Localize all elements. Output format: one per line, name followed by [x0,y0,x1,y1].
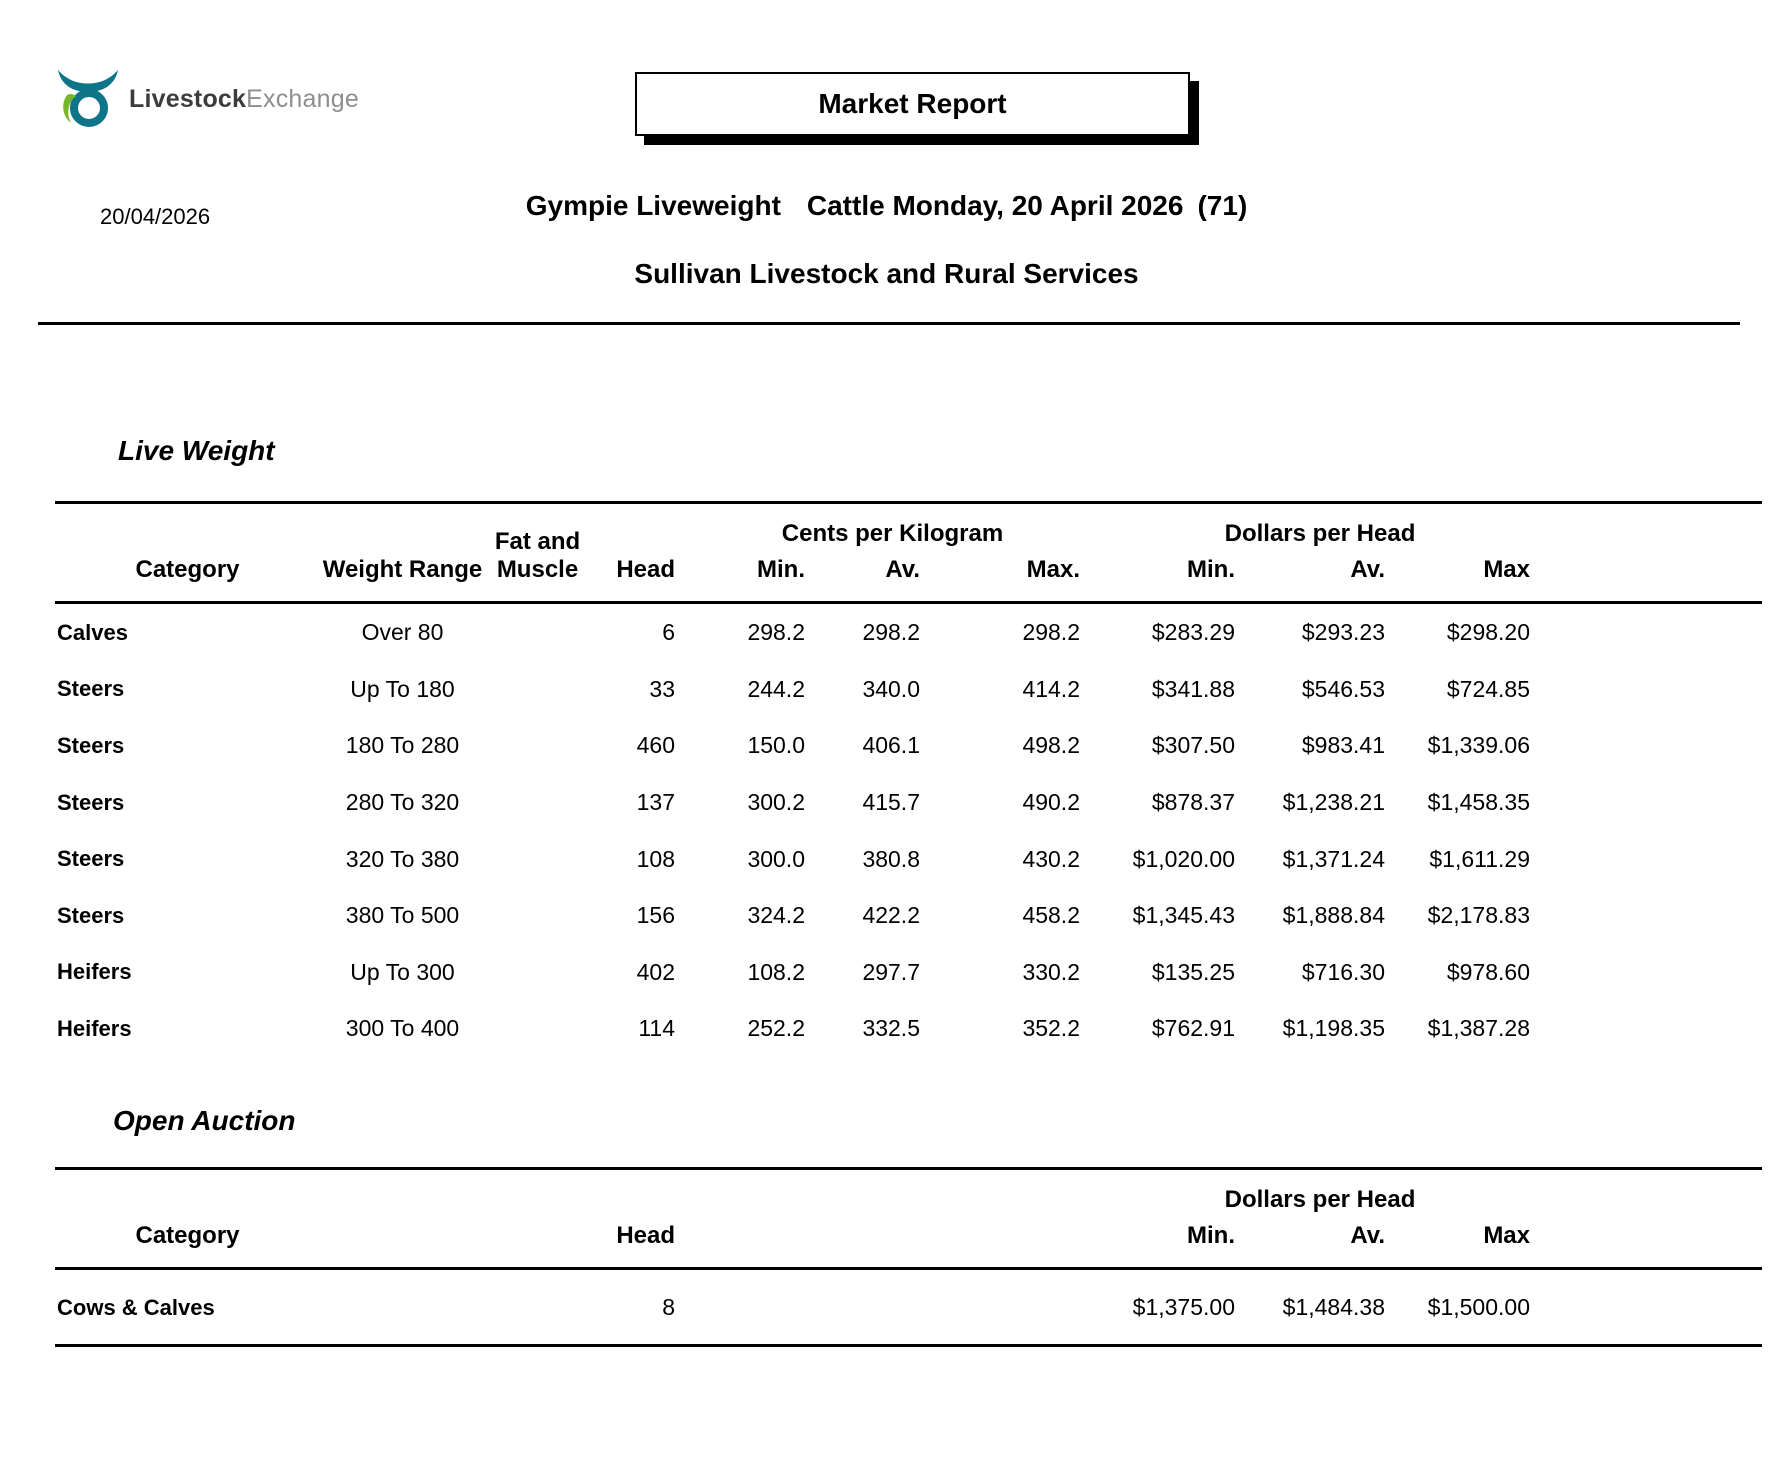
livestock-exchange-logo [55,68,359,130]
header-spacer [1545,1218,1762,1269]
open-auction-table-header [55,1168,1762,1268]
page-header [0,0,1773,150]
logo-text-exchange: Exchange [246,84,359,113]
col-header-fat-and-muscle: Fat and Muscle [494,528,581,583]
cell-dollars-max: $2,178.83 [1427,902,1530,929]
cell-fat-and-muscle [485,887,590,944]
header-spacer [320,1218,590,1269]
table-header-group-row [55,1168,1762,1217]
cell-head-count: 137 [636,788,675,815]
cell-weight-range: 380 To 500 [345,902,460,929]
bull-horns-shape [58,70,118,92]
cell-dollars-av: $983.41 [1301,732,1385,759]
cell-cents-av: 332.5 [862,1015,920,1042]
cell-dollars-max: $1,611.29 [1429,845,1530,872]
cell-cents-min: 324.2 [747,902,805,929]
cell-head-count: 6 [662,619,675,646]
cell-category: Steers [57,902,125,928]
cell-category: Steers [57,846,125,872]
cell-spacer [1545,661,1762,718]
open-auction-section-heading: Open Auction [113,1104,296,1136]
col-header-dph-av: Av. [1350,555,1385,583]
cell-cents-max: 352.2 [1022,1015,1080,1042]
cell-cents-min: 244.2 [747,675,805,702]
cell-cents-av: 422.2 [862,902,920,929]
cell-dollars-min: $1,375.00 [1132,1294,1235,1321]
cell-dollars-max: $298.20 [1446,619,1530,646]
col-header-weight-range: Weight Range [322,555,483,583]
table-row [55,1269,1762,1346]
cell-cents-min: 108.2 [747,958,805,985]
cell-dollars-max: $724.85 [1446,675,1530,702]
title-block [0,190,1773,290]
cell-dollars-min: $341.88 [1151,675,1235,702]
cell-cents-max: 458.2 [1022,902,1080,929]
col-header-dph-min: Min. [1187,555,1235,583]
cell-spacer [1545,717,1762,774]
col-header-dph-min: Min. [1187,1221,1235,1249]
cell-dollars-min: $1,345.43 [1132,902,1235,929]
cell-dollars-max: $1,458.35 [1427,788,1530,815]
header-spacer [55,1168,1095,1217]
cell-head-count: 33 [649,675,675,702]
col-header-ckg-min: Min. [757,555,805,583]
cell-dollars-av: $1,238.21 [1282,788,1385,815]
cell-fat-and-muscle [485,661,590,718]
cell-cents-max: 330.2 [1022,958,1080,985]
cell-fat-and-muscle [485,1000,590,1057]
logo-text [129,85,359,114]
group-header-dollars-per-head: Dollars per Head [1224,1185,1416,1213]
col-header-dph-max: Max [1483,555,1530,583]
cell-fat-and-muscle [485,831,590,888]
cell-cents-max: 490.2 [1022,788,1080,815]
live-weight-table-body [55,603,1762,1057]
sale-title: Gympie Liveweight [525,190,781,221]
sale-number: (71) [1197,190,1248,221]
open-auction-table-body [55,1269,1762,1346]
cell-dollars-min: $307.50 [1151,732,1235,759]
cell-cents-av: 297.7 [862,958,920,985]
cell-cents-av: 406.1 [862,732,920,759]
table-row [55,717,1762,774]
cell-dollars-min: $762.91 [1151,1015,1235,1042]
logo-text-livestock: Livestock [129,84,247,113]
cell-dollars-av: $1,371.24 [1282,845,1385,872]
col-header-ckg-av: Av. [885,555,920,583]
cell-cents-av: 298.2 [862,619,920,646]
cell-dollars-av: $1,198.35 [1282,1015,1385,1042]
open-auction-table [55,1167,1762,1347]
table-header-group-row [55,503,1762,552]
report-date: 20/04/2026 [100,204,211,229]
cell-head-count: 8 [662,1294,675,1321]
live-weight-section-heading: Live Weight [118,435,275,466]
cell-dollars-max: $978.60 [1446,958,1530,985]
header-divider [38,322,1740,325]
cell-dollars-min: $878.37 [1151,788,1235,815]
header-spacer [1545,1168,1762,1217]
group-header-dollars-per-head: Dollars per Head [1224,520,1416,547]
col-header-category: Category [135,555,240,583]
cell-cents-max: 298.2 [1022,619,1080,646]
cell-dollars-max: $1,339.06 [1427,732,1530,759]
cell-dollars-av: $546.53 [1301,675,1385,702]
table-row [55,603,1762,661]
table-row [55,774,1762,831]
cell-cents-min: 150.0 [747,732,805,759]
cell-cents-av: 340.0 [862,675,920,702]
cell-cents-min: 298.2 [747,619,805,646]
cell-head-count: 460 [636,732,675,759]
cell-spacer [1545,603,1762,661]
cell-dollars-max: $1,387.28 [1427,1015,1530,1042]
table-row [55,661,1762,718]
cell-dollars-min: $135.25 [1151,958,1235,985]
cell-dollars-av: $716.30 [1301,958,1385,985]
cell-weight-range: Over 80 [361,619,444,646]
cell-cents-max: 498.2 [1022,732,1080,759]
cell-head-count: 108 [636,845,675,872]
cell-dollars-av: $293.23 [1301,619,1385,646]
cell-spacer [1545,887,1762,944]
cell-spacer [1545,1269,1762,1346]
cell-head-count: 402 [636,958,675,985]
cell-cents-min: 300.2 [747,788,805,815]
market-report-title-box [635,72,1190,136]
cell-dollars-av: $1,888.84 [1282,902,1385,929]
cell-fat-and-muscle [485,717,590,774]
header-spacer [1545,503,1762,603]
table-row [55,944,1762,1001]
col-header-dph-av: Av. [1350,1221,1385,1249]
col-header-head: Head [616,555,675,583]
cell-spacer [1545,1000,1762,1057]
cell-weight-range: 300 To 400 [345,1015,460,1042]
table-row [55,831,1762,888]
report-title: Market Report [818,88,1007,119]
table-header-column-row [55,1218,1762,1269]
cell-spacer [1545,831,1762,888]
cell-head-count: 156 [636,902,675,929]
cell-spacer [1545,774,1762,831]
cell-dollars-min: $1,020.00 [1132,845,1235,872]
table-row [55,1000,1762,1057]
cell-fat-and-muscle [485,603,590,661]
cell-category: Heifers [57,959,132,985]
bull-logo-icon [55,68,121,130]
cell-dollars-av: $1,484.38 [1282,1294,1385,1321]
group-header-cents-per-kilogram: Cents per Kilogram [781,520,1004,547]
bull-head-ring [74,93,104,123]
cell-fat-and-muscle [485,774,590,831]
cell-weight-range: Up To 180 [350,675,455,702]
cell-category: Steers [57,676,125,702]
cell-dollars-max: $1,500.00 [1427,1294,1530,1321]
cell-cents-max: 414.2 [1022,675,1080,702]
cell-cents-min: 300.0 [747,845,805,872]
col-header-ckg-max: Max. [1026,555,1080,583]
cell-category: Steers [57,732,125,758]
cell-cents-av: 380.8 [862,845,920,872]
cell-cents-av: 415.7 [862,788,920,815]
sale-info: Cattle Monday, 20 April 2026 [806,190,1184,221]
cell-spacer [690,1269,1095,1346]
agency-name: Sullivan Livestock and Rural Services [634,258,1139,289]
cell-fat-and-muscle [485,944,590,1001]
cell-cents-min: 252.2 [747,1015,805,1042]
cell-dollars-min: $283.29 [1151,619,1235,646]
table-row [55,887,1762,944]
cell-weight-range: 280 To 320 [345,788,460,815]
col-header-category: Category [135,1221,240,1249]
cell-category: Heifers [57,1015,132,1041]
cell-category: Steers [57,789,125,815]
cell-category: Calves [57,619,128,645]
cell-category: Cows & Calves [57,1294,215,1320]
cell-cents-max: 430.2 [1022,845,1080,872]
live-weight-table-header [55,503,1762,603]
col-header-dph-max: Max [1483,1221,1530,1249]
cell-head-count: 114 [638,1015,675,1042]
cell-spacer [1545,944,1762,1001]
live-weight-table [55,501,1762,1057]
cell-weight-range: Up To 300 [350,958,455,985]
col-header-head: Head [616,1221,675,1249]
header-spacer [690,1218,1095,1269]
sale-title-line [0,190,1773,222]
cell-weight-range: 180 To 280 [345,732,460,759]
cell-weight-range: 320 To 380 [345,845,460,872]
